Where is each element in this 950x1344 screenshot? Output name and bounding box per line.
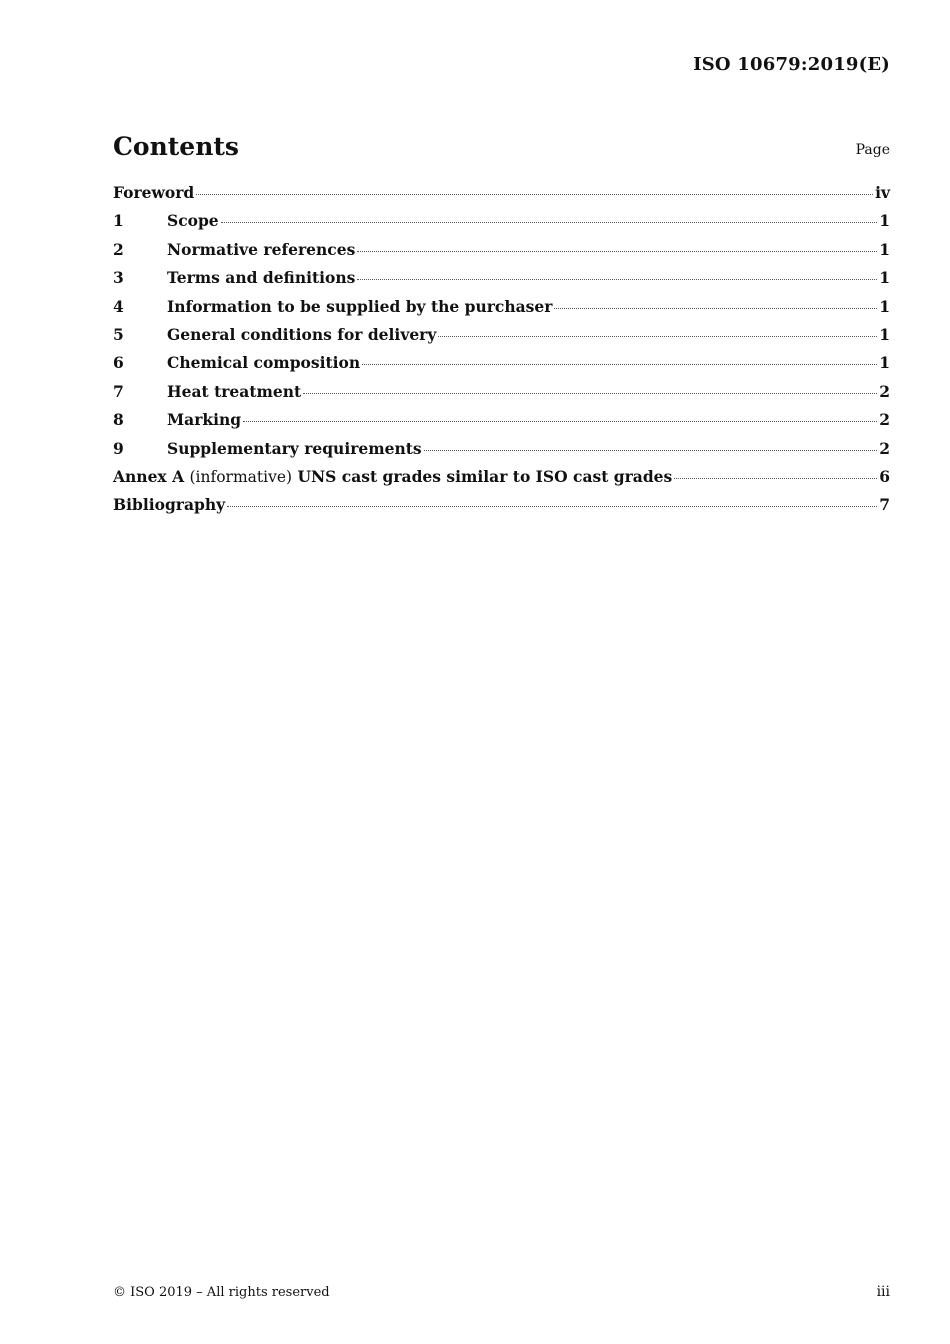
toc-entry-page: iv — [875, 183, 890, 202]
page-column-label: Page — [855, 142, 890, 158]
toc-entry-title: Bibliography — [113, 495, 226, 515]
dot-leader — [674, 478, 877, 479]
annex-label: Annex A — [113, 466, 185, 486]
dot-leader — [424, 450, 878, 451]
toc-entry-information-supplied[interactable] — [113, 297, 890, 325]
toc-entry-page: 6 — [879, 466, 890, 486]
annex-qualifier: (informative) — [189, 467, 293, 486]
toc-entry-title: Heat treatment — [167, 381, 302, 401]
toc-entry-number: 8 — [113, 410, 124, 430]
toc-entry-page: 1 — [879, 211, 890, 231]
toc-entry-heat-treatment[interactable] — [113, 382, 890, 410]
dot-leader — [362, 364, 877, 365]
dot-leader — [196, 194, 873, 195]
footer-copyright: © ISO 2019 – All rights reserved — [113, 1285, 330, 1300]
table-of-contents — [113, 183, 890, 524]
toc-entry-title: Scope — [167, 211, 219, 231]
toc-entry-title: Information to be supplied by the purchaser — [167, 296, 553, 316]
toc-entry-page: 2 — [879, 381, 890, 401]
toc-entry-title: Terms and definitions — [167, 268, 356, 288]
dot-leader — [243, 421, 877, 422]
toc-entry-title: Chemical composition — [167, 353, 361, 373]
toc-entry-number: 5 — [113, 324, 124, 344]
toc-entry-title — [113, 467, 672, 486]
dot-leader — [554, 308, 877, 309]
toc-entry-page: 1 — [879, 239, 890, 259]
toc-entry-number: 3 — [113, 268, 124, 288]
toc-entry-terms-and-definitions[interactable] — [113, 268, 890, 296]
toc-entry-title: Marking — [167, 410, 242, 430]
toc-entry-number: 7 — [113, 381, 124, 401]
toc-entry-page: 2 — [879, 410, 890, 430]
toc-entry-page: 7 — [879, 495, 890, 515]
toc-entry-page: 1 — [879, 353, 890, 373]
dot-leader — [357, 279, 877, 280]
toc-entry-general-conditions[interactable] — [113, 325, 890, 353]
toc-entry-number: 6 — [113, 353, 124, 373]
toc-entry-number: 2 — [113, 239, 124, 259]
toc-entry-number: 1 — [113, 211, 124, 231]
toc-entry-scope[interactable] — [113, 211, 890, 239]
toc-entry-title: General conditions for delivery — [167, 324, 437, 344]
toc-entry-number: 9 — [113, 438, 124, 458]
toc-entry-foreword[interactable] — [113, 183, 890, 211]
document-id: ISO 10679:2019(E) — [693, 54, 890, 75]
toc-entry-title: Supplementary requirements — [167, 438, 422, 458]
contents-heading: Contents — [113, 132, 240, 161]
dot-leader — [357, 251, 877, 252]
toc-entry-supplementary-requirements[interactable] — [113, 439, 890, 467]
toc-entry-annex-a[interactable] — [113, 467, 890, 495]
dot-leader — [227, 506, 877, 507]
toc-entry-title: Foreword — [113, 183, 195, 202]
toc-entry-marking[interactable] — [113, 410, 890, 438]
toc-entry-page: 1 — [879, 296, 890, 316]
toc-entry-number: 4 — [113, 296, 124, 316]
toc-entry-normative-references[interactable] — [113, 240, 890, 268]
toc-entry-chemical-composition[interactable] — [113, 353, 890, 381]
toc-entry-page: 2 — [879, 438, 890, 458]
toc-entry-page: 1 — [879, 268, 890, 288]
dot-leader — [303, 393, 877, 394]
dot-leader — [221, 222, 878, 223]
toc-entry-page: 1 — [879, 324, 890, 344]
toc-entry-bibliography[interactable] — [113, 495, 890, 523]
annex-title: UNS cast grades similar to ISO cast grades — [297, 466, 673, 486]
footer-page-number: iii — [876, 1284, 890, 1300]
dot-leader — [438, 336, 877, 337]
toc-entry-title: Normative references — [167, 239, 356, 259]
